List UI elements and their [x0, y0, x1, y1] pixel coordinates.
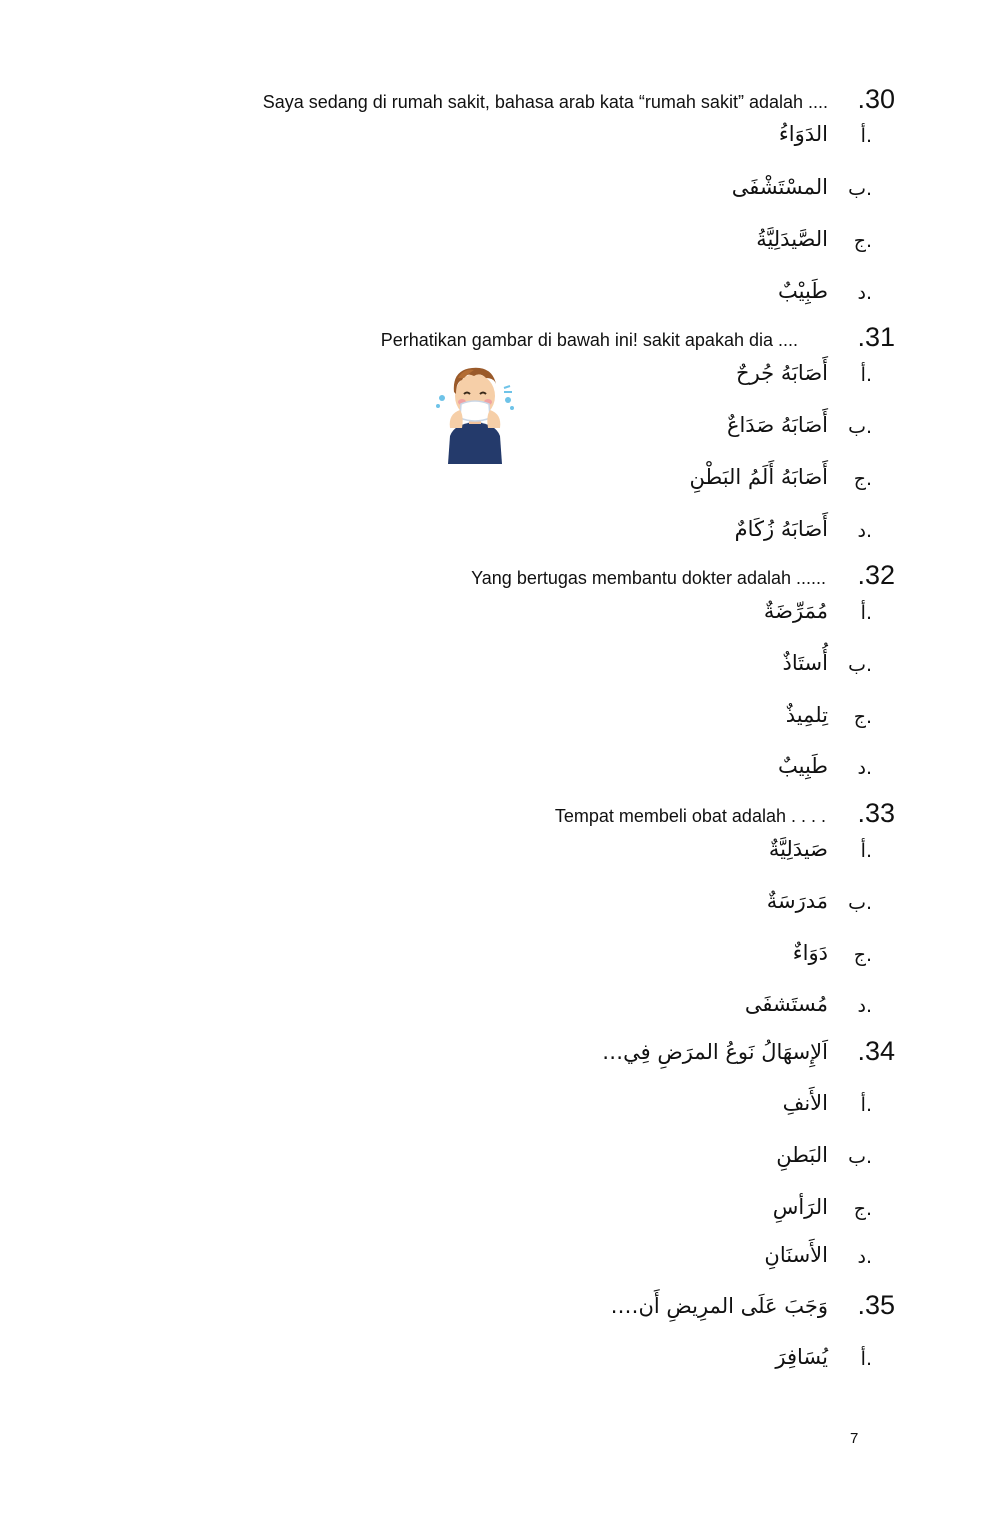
option-letter: ج. [853, 1198, 872, 1220]
option-text: مُستَشفَى [744, 992, 828, 1016]
question-text-35: وَجَبَ عَلَى المرِيضِ أَن…. [610, 1294, 828, 1318]
option-letter: ب. [848, 1146, 872, 1168]
option-letter: أ. [860, 1348, 872, 1370]
option-text: الدَوَاءُ [778, 122, 828, 146]
option-letter: أ. [860, 602, 872, 624]
sick-boy-icon [434, 358, 516, 464]
option-letter: ج. [853, 230, 872, 252]
option-text: أَصَابَهُ صَدَاعٌ [726, 413, 828, 437]
option-text: أَصَابَهُ جُرحٌ [736, 361, 828, 385]
question-text-31: Perhatikan gambar di bawah ini! sakit apakah dia .... [380, 330, 798, 350]
sick-boy-sneezing-illustration [434, 358, 516, 464]
option-letter: د. [857, 282, 872, 304]
question-number-34: .34 [857, 1036, 895, 1066]
question-number-31: .31 [857, 322, 895, 352]
page-number: 7 [850, 1430, 859, 1447]
option-text: الأَنفِ [782, 1091, 828, 1115]
option-letter: ب. [848, 892, 872, 914]
option-text: أُستَاذٌ [782, 651, 828, 675]
question-number-32: .32 [857, 560, 895, 590]
question-number-33: .33 [857, 798, 895, 828]
option-text: المسْتَشْفَى [731, 175, 828, 199]
question-number-35: .35 [857, 1290, 895, 1320]
option-letter: ج. [853, 944, 872, 966]
option-text: تِلمِيذٌ [785, 703, 828, 727]
option-text: البَطنِ [776, 1143, 828, 1167]
option-text: طَبِيْبٌ [777, 279, 828, 303]
option-letter: د. [857, 995, 872, 1017]
option-letter: ب. [848, 654, 872, 676]
option-letter: ب. [848, 416, 872, 438]
option-text: الصَّيدَلِيَّةُ [756, 227, 828, 251]
option-text: الرَأسِ [772, 1195, 828, 1219]
option-text: مُمَرِّضَةٌ [763, 599, 828, 623]
option-letter: أ. [860, 1094, 872, 1116]
question-number-30: .30 [857, 84, 895, 114]
option-text: طَبِيبٌ [777, 754, 828, 778]
option-letter: أ. [860, 840, 872, 862]
option-letter: ب. [848, 178, 872, 200]
option-text: صَيدَلِيَّةٌ [768, 837, 828, 861]
option-letter: ج. [853, 468, 872, 490]
option-letter: أ. [860, 364, 872, 386]
option-letter: ج. [853, 706, 872, 728]
option-letter: د. [857, 520, 872, 542]
question-text-30: Saya sedang di rumah sakit, bahasa arab kata “rumah sakit” adalah .... [262, 92, 828, 112]
question-text-32: Yang bertugas membantu dokter adalah ...... [471, 568, 826, 588]
option-letter: د. [857, 1246, 872, 1268]
option-text: الأَسنَانِ [764, 1243, 828, 1267]
option-text: مَدرَسَةٌ [766, 889, 828, 913]
option-letter: د. [857, 757, 872, 779]
option-text: أَصَابَهُ أَلَمُ البَطْنِ [689, 465, 828, 489]
option-text: دَوَاءٌ [792, 941, 828, 965]
option-text: يُسَافِرَ [775, 1345, 828, 1369]
option-letter: أ. [860, 125, 872, 147]
question-text-33: Tempat membeli obat adalah . . . . [554, 806, 826, 826]
option-text: أَصَابَهُ زُكَامٌ [734, 517, 828, 541]
question-text-34: اَلإِسهَالُ نَوعُ المرَضِ فِي… [602, 1040, 828, 1064]
